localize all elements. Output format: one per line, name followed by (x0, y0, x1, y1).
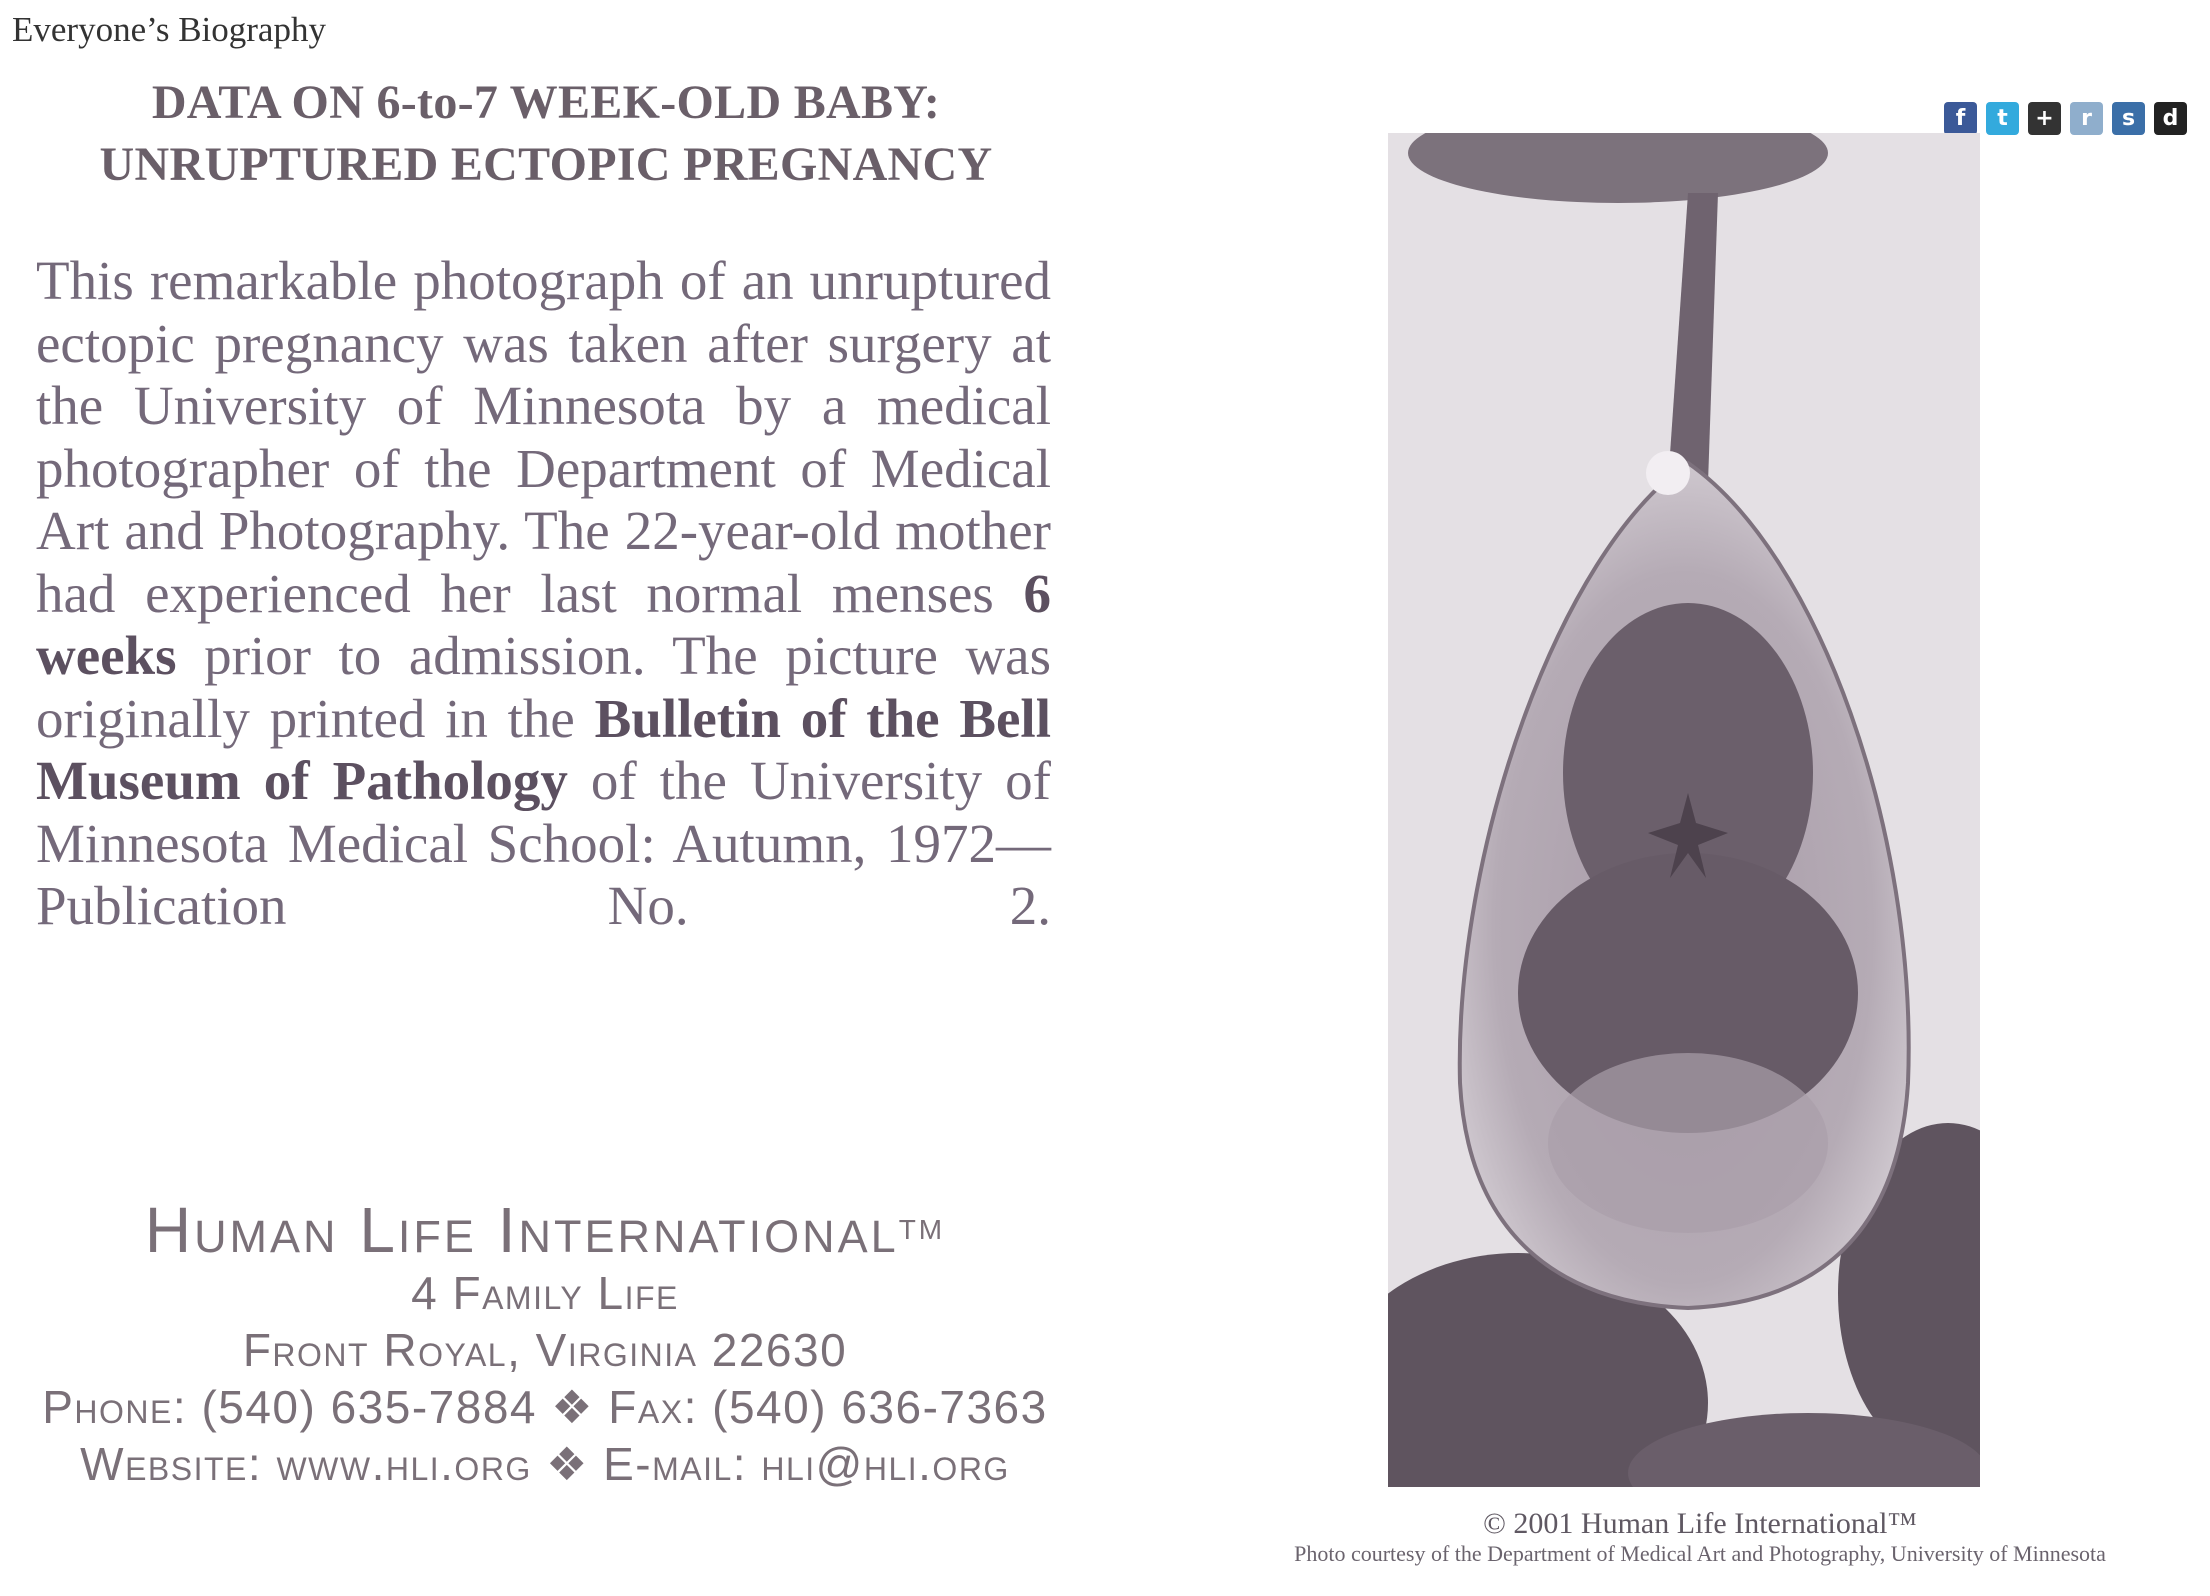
org-name (30, 1195, 1060, 1265)
heading-line-2: UNRUPTURED ECTOPIC PREGNANCY (99, 138, 993, 191)
body-bold-bulletin: Bulletin of the Bell Museum of Pathology (36, 687, 1051, 811)
heading-line-1: DATA ON 6-to-7 WEEK-OLD BABY: (151, 76, 941, 129)
trademark-mark: TM (898, 1214, 946, 1245)
facebook-icon[interactable]: f (1944, 102, 1977, 135)
body-text-part-1: This remarkable photograph of an unruptured ectopic pregnancy was taken after surgery at the University of Minnesota by a medical photographer of the Department of Medical Art and Photography. The 22-year-old mother had experienced her last normal menses (36, 250, 1051, 624)
site-title[interactable]: Everyone’s Biography (12, 10, 326, 49)
google-plus-icon[interactable]: + (2028, 102, 2061, 135)
photo-caption (1190, 1507, 2210, 1567)
article-heading (36, 72, 1056, 196)
contact-block (30, 1195, 1060, 1493)
caption-copyright: © 2001 Human Life International™ (1483, 1507, 1917, 1540)
share-bar (1944, 102, 2187, 136)
body-text-part-3: of the University of Minnesota Medical School: Autumn, 1972—Publication No. 2. (36, 750, 1051, 936)
reddit-icon[interactable]: r (2070, 102, 2103, 135)
address-line-1: 4 Family Life (411, 1267, 679, 1319)
photo-illustration (1388, 133, 1980, 1487)
stumbleupon-icon[interactable]: s (2112, 102, 2145, 135)
website-email-line: Website: www.hli.org ❖ E-mail: hli@hli.org (80, 1438, 1010, 1490)
phone-fax-line: Phone: (540) 635-7884 ❖ Fax: (540) 636-7363 (42, 1381, 1048, 1433)
delicious-icon[interactable]: d (2154, 102, 2187, 135)
caption-courtesy: Photo courtesy of the Department of Medical Art and Photography, University of Minnesota (1294, 1541, 2106, 1566)
address-line-2: Front Royal, Virginia 22630 (242, 1324, 848, 1376)
article-body (36, 250, 1051, 938)
ectopic-pregnancy-photo (1388, 133, 1980, 1487)
twitter-icon[interactable]: t (1986, 102, 2019, 135)
body-text-part-2: prior to admission. The picture was originally printed in the (36, 625, 1051, 749)
body-bold-weeks: 6 weeks (36, 562, 1051, 686)
org-name-text: Human Life International (144, 1194, 899, 1266)
